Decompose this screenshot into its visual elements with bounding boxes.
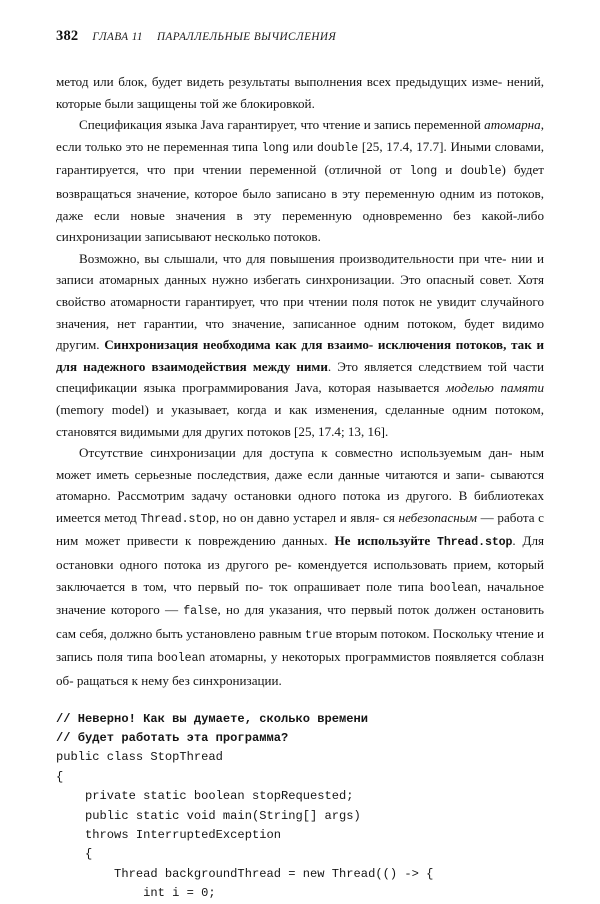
paragraph-1 — [56, 71, 544, 114]
text-line: метод или блок, будет видеть результаты выполнения всех предыдущих изме- — [56, 74, 503, 89]
code-term-double: double — [317, 141, 359, 155]
text-line: сываются атомарно. Рассмотрим задачу остановки одного потока из другого. — [56, 466, 544, 504]
text-line: 17.7]. Иными словами, гарантируется, что при чтении переменной (отличной — [56, 138, 544, 178]
text-line: переменную одним из потоков, даже если новые значения в эту переменную — [56, 185, 544, 223]
text-line: увидит случайного значения, нет гарантии, что значение, записанное одним — [56, 293, 545, 331]
text-line: (memory model) и указывает, когда — [56, 401, 267, 417]
text-bold-sync-2: исключения потоков, так и для надежного взаимодействия между ними — [56, 337, 544, 374]
text-line: нии и записи атомарных данных нужно избегать синхронизации. Это опасный — [56, 250, 544, 288]
code-term-boolean: boolean — [429, 581, 478, 595]
code-term-true: true — [304, 628, 333, 642]
code-term-double: double — [460, 165, 502, 179]
text-line: или — [289, 138, 317, 154]
paragraph-4 — [56, 442, 544, 692]
text-line: ток опрашивает поле типа — [269, 578, 430, 594]
code-line: { — [56, 769, 64, 784]
text-line: но для указания, что первый поток должен остановить сам себя, должно быть — [56, 602, 544, 641]
text-line: ращаться к нему без синхронизации. — [76, 673, 282, 689]
text-line: . Для остановки одного потока из другого ре- — [56, 533, 544, 573]
text-line: атомарны, у некоторых программистов появляется соблазн об- — [56, 649, 544, 689]
code-term-thread-stop: Thread.stop — [140, 512, 216, 526]
code-line: Thread backgroundThread = new Thread(() -> { — [56, 866, 434, 881]
code-term-long: long — [261, 141, 290, 155]
text-line: от — [389, 162, 410, 178]
running-head — [56, 28, 544, 45]
text-line: , но он давно устарел и явля- — [215, 509, 380, 525]
code-term-boolean: boolean — [157, 652, 206, 666]
code-comment-line-2: // будет работать эта программа? — [56, 731, 289, 746]
text-line: ным может иметь серьезные последствия, даже если данные читаются и запи- — [56, 445, 544, 482]
text-line: одновременно без какой-либо синхронизации записывают несколько потоков. — [56, 207, 544, 245]
running-head-chapter-title: ПАРАЛЛЕЛЬНЫЕ ВЫЧИСЛЕНИЯ — [156, 31, 337, 43]
code-comment-line-1: // Неверно! Как вы думаете, сколько времени — [56, 711, 369, 726]
code-line: private static boolean stopRequested; — [56, 789, 354, 804]
text-line: потоков [25, 17.4; 13, 16]. — [246, 423, 389, 439]
text-line: Это является следствием той части спецификации языка программирования — [56, 358, 544, 396]
page-number: 382 — [56, 28, 79, 44]
code-line: public static void main(String[] args) — [56, 808, 361, 823]
code-term-false: false — [183, 605, 218, 619]
text-line: Возможно, вы слышали, что для повышения производительности при чте- — [79, 250, 507, 266]
text-line: ) будет возвращаться значение, которое было записано в эту — [56, 162, 545, 201]
text-line: нений, которые были защищены той же блокировкой. — [56, 74, 544, 111]
text-bold-warning: Не используйте — [334, 533, 437, 549]
paragraph-2 — [56, 114, 544, 248]
running-head-chapter: ГЛАВА 11 — [92, 31, 143, 43]
text-line: , начальное значение которого — — [56, 578, 544, 618]
text-line: Спецификация языка Java гарантирует, что чтение и запись переменной — [79, 117, 481, 133]
code-line: public class StopThread — [56, 750, 223, 765]
body-text — [56, 71, 544, 692]
code-term-long: long — [409, 165, 438, 179]
paragraph-3 — [56, 248, 544, 442]
text-line: ся — [383, 509, 399, 525]
text-line: [25, 17.4, — [358, 138, 413, 154]
text-line: и как изменения, сделанные одним потоком, становятся видимыми для других — [56, 401, 544, 439]
text-line: комендуется использовать прием, который заключается в том, что первый по- — [56, 557, 544, 594]
text-line: потоком, будет видимо другим. — [56, 315, 544, 353]
text-emphasis-unsafe: небезопасным — [398, 509, 477, 525]
text-line: . — [327, 358, 332, 374]
text-line: — работа с ним может привести к повреждению данных. — [56, 509, 544, 549]
code-listing — [56, 710, 544, 904]
text-emphasis-atomarna: атомарна — [484, 117, 541, 133]
text-line: В библиотеках имеется метод — [56, 488, 545, 525]
text-line: совет. Хотя свойство атомарности гарантирует, что при чтении поля поток не — [56, 272, 544, 309]
running-head-title — [92, 31, 336, 43]
code-line: throws InterruptedException — [56, 828, 281, 843]
text-line: типа — [127, 649, 158, 665]
code-line: int i = 0; — [56, 886, 216, 901]
text-line: Отсутствие синхронизации для доступа к совместно используемым дан- — [79, 445, 513, 461]
text-bold-sync-1: Синхронизация необходима как для взаимо- — [104, 337, 374, 353]
text-line: , — [217, 602, 221, 618]
text-line: и — [437, 162, 461, 178]
text-emphasis-memory-model: моделью памяти — [446, 380, 545, 396]
text-line: установлено равным — [186, 625, 305, 641]
code-line: { — [56, 847, 93, 862]
text-line: Java, которая называется — [295, 380, 447, 396]
text-line: , если только это не переменная типа — [56, 117, 544, 154]
text-line: вторым потоком. Поскольку чтение и запись поля — [56, 625, 544, 665]
code-term-thread-stop-bold: Thread.stop — [436, 536, 513, 550]
